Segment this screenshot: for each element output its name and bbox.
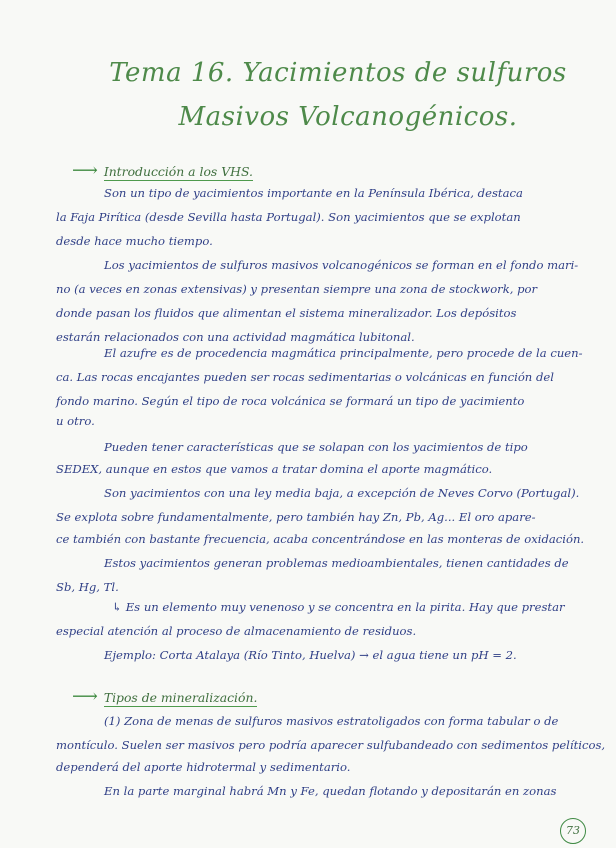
body-line-with-arrow bbox=[112, 600, 565, 614]
arrow-icon: ⟶ bbox=[72, 686, 98, 707]
section-heading-text: Tipos de mineralización. bbox=[103, 690, 258, 705]
body-line: (1) Zona de menas de sulfuros masivos estratoligados con forma tabular o de bbox=[104, 714, 559, 728]
page-title-line-1: Tema 16. Yacimientos de sulfuros bbox=[109, 58, 567, 88]
section-heading-tipos bbox=[72, 686, 257, 707]
body-line: fondo marino. Según el tipo de roca volcánica se formará un tipo de yacimiento bbox=[56, 394, 525, 408]
body-line: Ejemplo: Corta Atalaya (Río Tinto, Huelva) → el agua tiene un pH = 2. bbox=[104, 648, 517, 662]
section-heading-intro bbox=[72, 160, 253, 181]
body-line: especial atención al proceso de almacenamiento de residuos. bbox=[56, 624, 417, 638]
body-line: desde hace mucho tiempo. bbox=[56, 234, 213, 248]
arrow-icon: ⟶ bbox=[72, 160, 98, 181]
body-line: montículo. Suelen ser masivos pero podría aparecer sulfubandeado con sedimentos pelíticos, bbox=[56, 738, 606, 752]
body-line: no (a veces en zonas extensivas) y presentan siempre una zona de stockwork, por bbox=[56, 282, 538, 296]
body-line: la Faja Pirítica (desde Sevilla hasta Portugal). Son yacimientos que se explotan bbox=[56, 210, 521, 224]
body-line: Se explota sobre fundamentalmente, pero también hay Zn, Pb, Ag... El oro apare- bbox=[56, 510, 536, 524]
body-line: Pueden tener características que se solapan con los yacimientos de tipo bbox=[104, 440, 528, 454]
body-line: Estos yacimientos generan problemas medioambientales, tienen cantidades de bbox=[104, 556, 569, 570]
body-line: donde pasan los fluidos que alimentan el sistema mineralizador. Los depósitos bbox=[56, 306, 517, 320]
body-line: u otro. bbox=[56, 414, 95, 428]
section-heading-text: Introducción a los VHS. bbox=[103, 164, 253, 179]
body-line: ca. Las rocas encajantes pueden ser rocas sedimentarias o volcánicas en función del bbox=[56, 370, 554, 384]
body-line: El azufre es de procedencia magmática principalmente, pero procede de la cuen- bbox=[104, 346, 583, 360]
body-line: Son yacimientos con una ley media baja, a excepción de Neves Corvo (Portugal). bbox=[104, 486, 580, 500]
page-title-line-2: Masivos Volcanogénicos. bbox=[178, 102, 518, 132]
body-line: Sb, Hg, Tl. bbox=[56, 580, 119, 594]
body-line: Los yacimientos de sulfuros masivos volcanogénicos se forman en el fondo mari- bbox=[104, 258, 579, 272]
body-line: En la parte marginal habrá Mn y Fe, quedan flotando y depositarán en zonas bbox=[104, 784, 557, 798]
body-line: ce también con bastante frecuencia, acaba concentrándose en las monteras de oxidación. bbox=[56, 532, 585, 546]
body-line: estarán relacionados con una actividad magmática lubitonal. bbox=[56, 330, 415, 344]
body-line: Es un elemento muy venenoso y se concentra en la pirita. Hay que prestar bbox=[125, 600, 565, 614]
body-line: dependerá del aporte hidrotermal y sedimentario. bbox=[56, 760, 351, 774]
page-number: 73 bbox=[560, 818, 586, 844]
body-line: SEDEX, aunque en estos que vamos a tratar domina el aporte magmático. bbox=[56, 462, 493, 476]
body-line: Son un tipo de yacimientos importante en la Península Ibérica, destaca bbox=[104, 186, 523, 200]
arrow-icon: ↳ bbox=[112, 600, 122, 614]
